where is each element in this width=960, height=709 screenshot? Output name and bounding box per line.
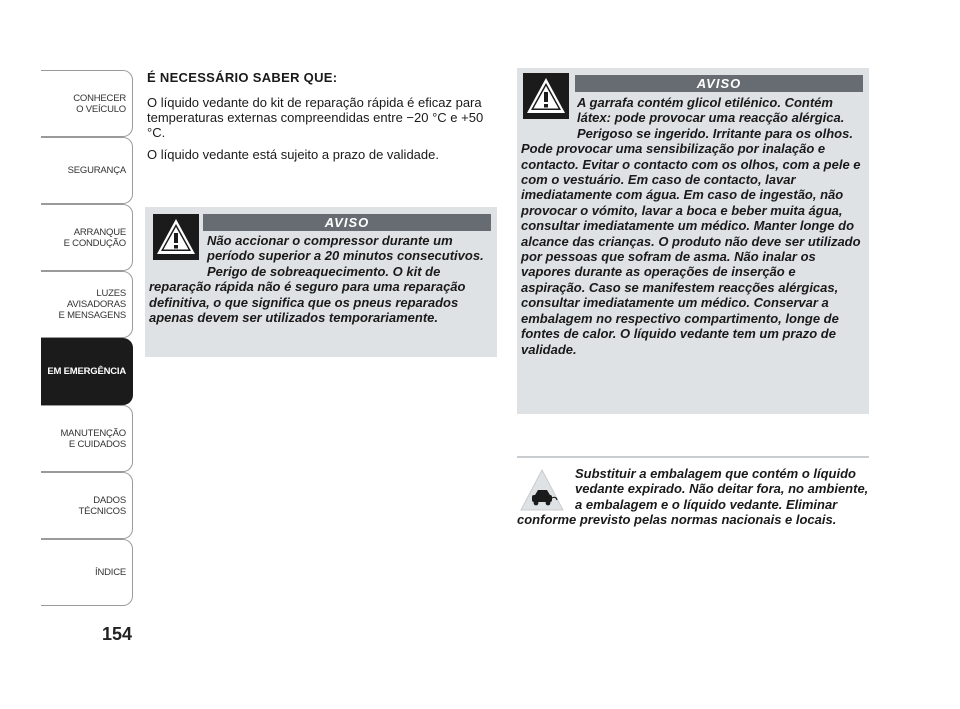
warning-text: Não accionar o compressor durante um período superior a 20 minutos consecutivos. Perigo de sobreaquecimento. O kit de reparação rápida não é seguro para uma reparação definitiva, o que significa que os pneus reparados apenas devem ser utilizados temporariamente. — [149, 233, 484, 326]
info-paragraph: O líquido vedante está sujeito a prazo de validade. — [147, 147, 439, 162]
info-section — [147, 70, 497, 169]
tab-conhecer-o-veiculo[interactable]: CONHECER O VEÍCULO — [41, 70, 133, 137]
tab-indice[interactable]: ÍNDICE — [41, 539, 133, 606]
tab-em-emergencia[interactable]: EM EMERGÊNCIA — [41, 338, 133, 405]
warning-triangle-icon — [153, 214, 199, 260]
tab-manutencao-e-cuidados[interactable]: MANUTENÇÃO E CUIDADOS — [41, 405, 133, 472]
warning-box-compressor — [145, 207, 497, 357]
warning-box-glycol — [517, 68, 869, 414]
warning-triangle-icon — [523, 73, 569, 119]
divider — [517, 456, 869, 458]
environment-car-icon — [519, 468, 565, 512]
warning-header: AVISO — [203, 214, 491, 231]
tab-dados-tecnicos[interactable]: DADOS TÉCNICOS — [41, 472, 133, 539]
info-paragraph: O líquido vedante do kit de reparação rápida é eficaz para temperaturas externas compreendidas entre −20 °C e +50 °C. — [147, 95, 484, 140]
page-number: 154 — [101, 624, 132, 644]
environment-text: Substituir a embalagem que contém o líquido vedante expirado. Não deitar fora, no ambiente, a embalagem e o líquido vedante. Eliminar conforme previsto pelas normas nacionais e locais. — [517, 466, 869, 528]
info-title: É NECESSÁRIO SABER QUE: — [147, 70, 338, 85]
chapter-tabs — [41, 70, 133, 606]
warning-header: AVISO — [575, 75, 863, 92]
environment-note — [517, 456, 869, 528]
warning-text: A garrafa contém glicol etilénico. Contém látex: pode provocar uma reacção alérgica. Perigoso se ingerido. Irritante para os olhos. Pode provocar uma sensibilização por inalação e contacto. Evitar o contacto com os olhos, com a pele e com o vestuário. Em caso de contacto, lavar imediatamente com água. Em caso de ingestão, não provocar o vómito, lavar a boca e beber muita água, consultar imediatamente um médico. Manter longe do alcance das crianças. O produto não deve ser utilizado por pessoas que sofram de asma. Não inalar os vapores durante as operações de inserção e aspiração. Caso se manifestem reacções alérgicas, consultar imediatamente um médico. Conservar a embalagem no respectivo compartimento, longe de fontes de calor. O líquido vedante tem um prazo de validade. — [521, 95, 861, 357]
tab-luzes-avisadoras[interactable]: LUZES AVISADORAS E MENSAGENS — [41, 271, 133, 338]
tab-seguranca[interactable]: SEGURANÇA — [41, 137, 133, 204]
tab-arranque-e-conducao[interactable]: ARRANQUE E CONDUÇÃO — [41, 204, 133, 271]
